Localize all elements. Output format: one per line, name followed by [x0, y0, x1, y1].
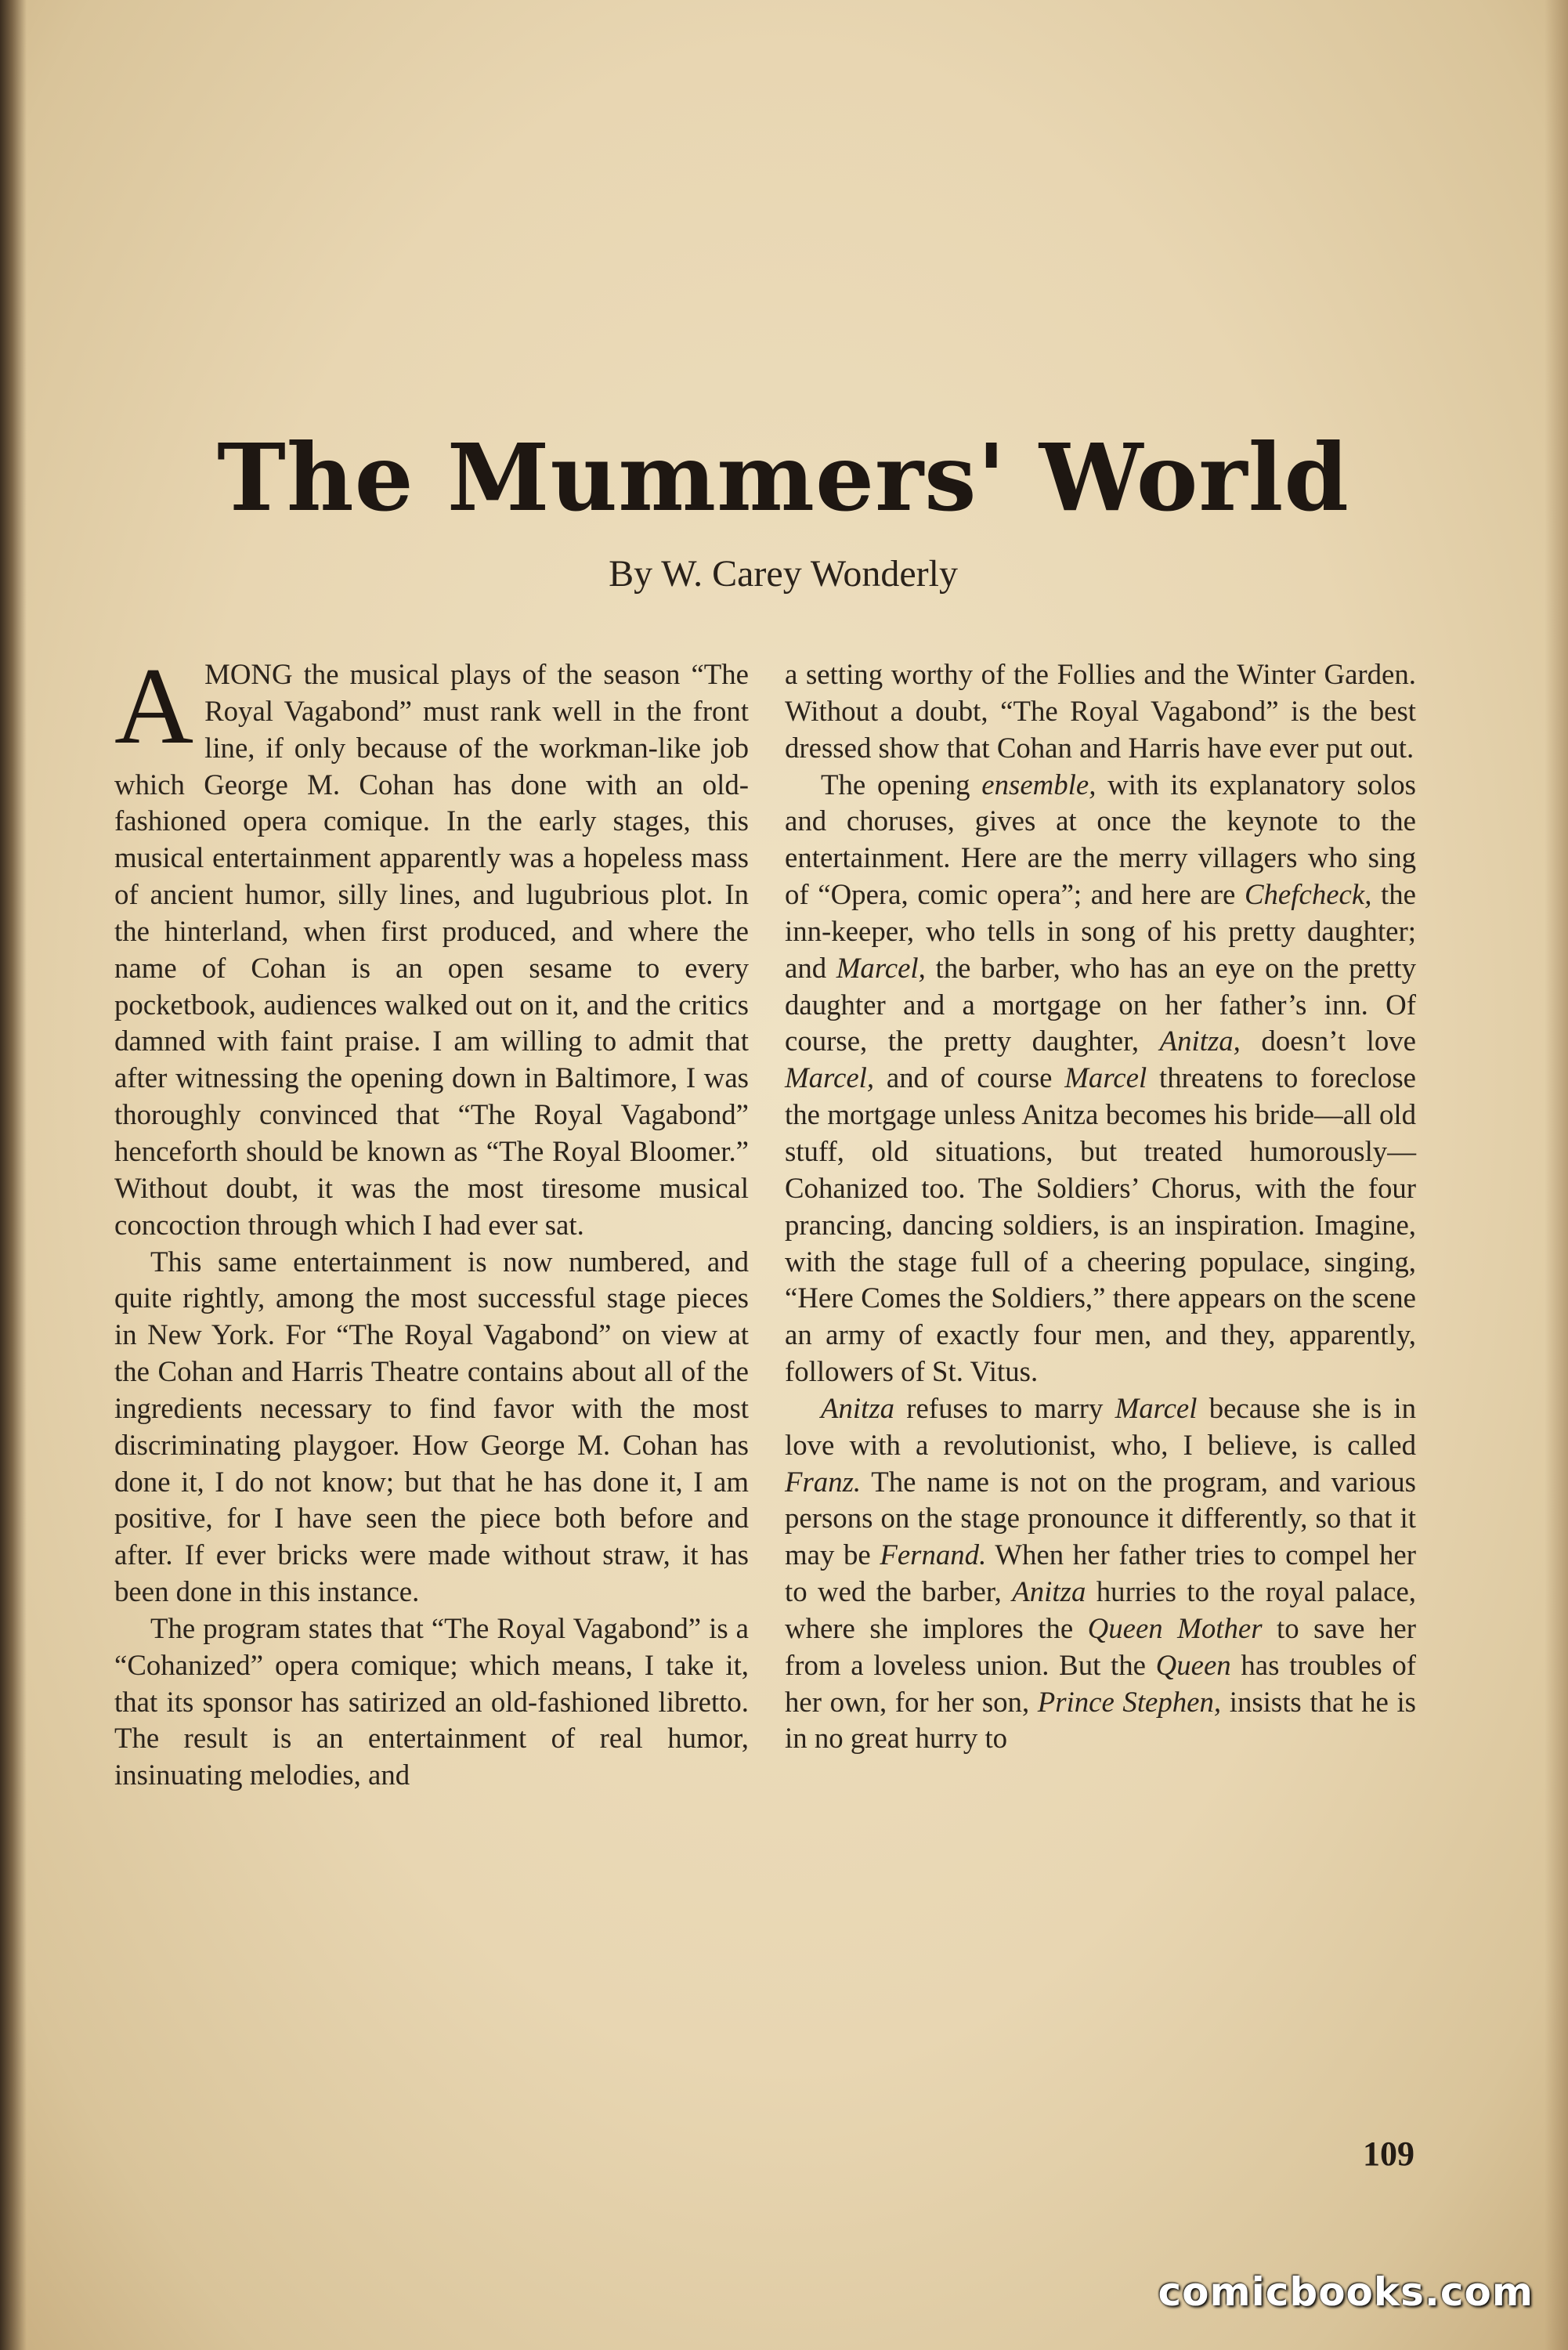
paragraph: The program states that “The Royal Vagabond” is a “Cohanized” opera comique; which means, I take it, that its sponsor has satirized an old-fashioned libretto. The result is an entertainment of real humor, insinuating melodies, and [114, 1611, 749, 1791]
drop-cap: A [114, 645, 194, 767]
site-watermark: comicbooks.com [1158, 2269, 1534, 2315]
paragraph-text: the musical plays of the season “The Royal Vagabond” must rank well in the front line, if only because of the workman-like job which George M. Cohan has done with an old-fashioned opera comique. In the early stages, this musical entertainment apparently was a hopeless mass of ancient humor, silly lines, and lugubrious plot. In the hinterland, when first produced, and where the name of Cohan is an open sesame to every pocketbook, audiences walked out on it, and the critics damned with faint praise. I am willing to admit that after witnessing the opening down in Baltimore, I was thoroughly convinced that “The Royal Vagabond” henceforth should be known as “The Royal Bloomer.” Without doubt, it was the most tiresome musical concoction through which I had ever sat. [114, 658, 749, 1241]
article-byline: By W. Carey Wonderly [609, 553, 958, 595]
paragraph: Anitza refuses to marry Marcel because she is in love with a revolutionist, who, I believe, is called Franz. The name is not on the program, and various persons on the stage pronounce it differently, so that it may be Fernand. When her father tries to compel her to wed the barber, Anitza hurries to the royal palace, where she implores the Queen Mother to save her from a loveless union. But the Queen has troubles of her own, for her son, Prince Stephen, insists that he is in no great hurry to [785, 1391, 1416, 1755]
page-spine-shadow [0, 0, 27, 2350]
text-column-left [114, 645, 749, 1794]
text-column-right [785, 656, 1416, 1757]
paragraph: a setting worthy of the Follies and the Winter Garden. Without a doubt, “The Royal Vagabond” is the best dressed show that Cohan and Harris have ever put out. [785, 658, 1416, 764]
article-title: The Mummers' World [217, 423, 1349, 532]
paragraph: The opening ensemble, with its explanatory solos and choruses, gives at once the keynote to the entertainment. Here are the merry villagers who sing of “Opera, comic opera”; and here are Chefcheck, the inn-keeper, who tells in song of his pretty daughter; and Marcel, the barber, who has an eye on the pretty daughter and a mortgage on her father’s inn. Of course, the pretty daughter, Anitza, doesn’t love Marcel, and of course Marcel threatens to foreclose the mortgage unless Anitza becomes his bride—all old stuff, old situations, but treated humorously—Cohanized too. The Soldiers’ Chorus, with the four prancing, dancing soldiers, is an inspiration. Imagine, with the stage full of a cheering populace, singing, “Here Comes the Soldiers,” there appears on the scene an army of exactly four men, and they, apparently, followers of St. Vitus. [785, 768, 1416, 1388]
opening-small-caps: MONG [204, 658, 293, 690]
page-edge-shadow [1545, 0, 1568, 2350]
paragraph: This same entertainment is now numbered, and quite rightly, among the most successful stage pieces in New York. For “The Royal Vagabond” on view at the Cohan and Harris Theatre contains about all of the ingredients necessary to find favor with the most discriminating playgoer. How George M. Cohan has done it, I do not know; but that he has done it, I am positive, for I have seen the piece both before and after. If ever bricks were made without straw, it has been done in this instance. [114, 1245, 749, 1608]
paragraph [114, 645, 749, 1244]
page-number: 109 [1363, 2135, 1414, 2173]
